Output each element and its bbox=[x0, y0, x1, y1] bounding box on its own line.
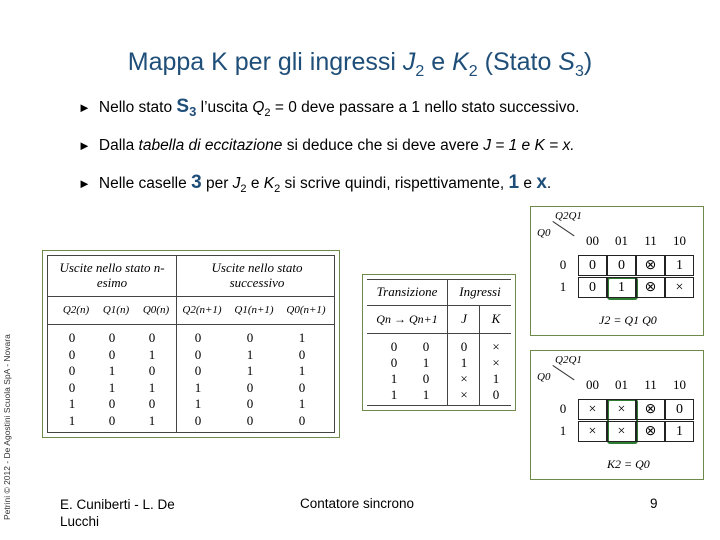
kmap-cell: 1 bbox=[607, 277, 636, 298]
kmap-row-label: 0 bbox=[559, 401, 567, 416]
kmap-row-label: 1 bbox=[559, 279, 567, 294]
truth-table-cell: 1 bbox=[108, 363, 116, 378]
kmap-column-label: 11 bbox=[644, 233, 657, 248]
truth-table-cell: 0 bbox=[108, 412, 116, 428]
bullet-2: ► Dalla tabella di eccitazione si deduce che si deve avere J = 1 e K = x. bbox=[78, 137, 575, 154]
truth-table-cell: 1 bbox=[68, 412, 76, 428]
truth-table-cell: 0 bbox=[246, 396, 254, 411]
excitation-cell: × bbox=[460, 387, 468, 402]
excitation-cell: × bbox=[492, 355, 500, 370]
kmap-cell: ⊗ bbox=[636, 421, 665, 442]
excitation-cell: 1 bbox=[422, 355, 430, 370]
kmap-cell: × bbox=[578, 421, 607, 442]
footer-topic: Contatore sincrono bbox=[300, 496, 415, 511]
truth-table-column-header: Q0(n) bbox=[142, 304, 170, 316]
truth-table-cell: 0 bbox=[68, 330, 76, 345]
excitation-cell: × bbox=[460, 371, 468, 386]
truth-table-cell: 0 bbox=[246, 412, 254, 428]
excitation-cell: 0 bbox=[390, 355, 398, 370]
karnaugh-map-k2 bbox=[530, 350, 704, 480]
truth-table-cell: 0 bbox=[108, 346, 116, 362]
truth-table-cell: 0 bbox=[194, 363, 202, 378]
excitation-header-inputs: Ingressi bbox=[459, 284, 501, 299]
side-credit: Petrini © 2012 - De Agostini Scuola SpA - Novara bbox=[2, 334, 12, 520]
truth-table-cell: 1 bbox=[108, 379, 116, 395]
truth-table-column-header: Q2(n) bbox=[62, 304, 90, 316]
excitation-cell: 1 bbox=[422, 387, 430, 402]
kmap-column-label: 10 bbox=[673, 233, 686, 248]
kmap-cell: ⊗ bbox=[636, 399, 665, 420]
truth-table-column-header: Q1(n+1) bbox=[234, 304, 274, 316]
truth-table-cell: 0 bbox=[108, 330, 116, 345]
truth-table-cell: 1 bbox=[298, 363, 306, 378]
excitation-sub-j: J bbox=[461, 311, 467, 326]
truth-table-cell: 0 bbox=[148, 363, 156, 378]
excitation-cell: 1 bbox=[390, 387, 398, 402]
kmap-row-label: 1 bbox=[559, 423, 567, 438]
kmap-column-label: 01 bbox=[615, 233, 628, 248]
kmap-corner-top: Q2Q1 bbox=[555, 210, 582, 222]
truth-table-cell: 0 bbox=[148, 330, 156, 345]
kmap-cell: × bbox=[665, 277, 694, 298]
truth-table-cell: 1 bbox=[298, 396, 306, 411]
kmap-row-label: 0 bbox=[559, 257, 567, 272]
truth-table-cell: 0 bbox=[298, 346, 306, 362]
kmap-equation: K2 = Q0 bbox=[607, 457, 650, 471]
kmap-cell: × bbox=[578, 399, 607, 420]
triangle-bullet-icon: ► bbox=[78, 100, 91, 115]
excitation-cell: 0 bbox=[390, 339, 398, 354]
kmap-equation: J2 = Q1 Q0 bbox=[599, 313, 657, 327]
kmap-cell: × bbox=[607, 421, 636, 442]
excitation-sub-k: K bbox=[491, 311, 501, 326]
triangle-bullet-icon: ► bbox=[78, 138, 91, 153]
excitation-cell: 0 bbox=[422, 371, 430, 386]
karnaugh-map-j2 bbox=[530, 206, 704, 336]
kmap-corner-left: Q0 bbox=[537, 227, 551, 239]
truth-table-cell: 0 bbox=[108, 396, 116, 411]
truth-table-cell: 1 bbox=[68, 396, 76, 411]
kmap-cell: ⊗ bbox=[636, 277, 665, 298]
kmap-corner-left: Q0 bbox=[537, 371, 551, 383]
truth-table-cell: 1 bbox=[194, 396, 202, 411]
truth-table-cell: 0 bbox=[246, 379, 254, 395]
kmap-cell: 1 bbox=[665, 421, 694, 442]
excitation-cell: × bbox=[492, 339, 500, 354]
kmap-column-label: 00 bbox=[586, 377, 599, 392]
kmap-cell: 0 bbox=[665, 399, 694, 420]
kmap-column-label: 01 bbox=[615, 377, 628, 392]
truth-table-column-header: Q0(n+1) bbox=[286, 304, 326, 316]
truth-table-cell: 1 bbox=[194, 379, 202, 395]
truth-table-cell: 1 bbox=[148, 412, 156, 428]
kmap-cell: ⊗ bbox=[636, 255, 665, 276]
excitation-table bbox=[362, 274, 516, 411]
truth-table-cell: 1 bbox=[298, 330, 306, 345]
truth-table-cell: 0 bbox=[148, 396, 156, 411]
truth-table-column-header: Q2(n+1) bbox=[182, 304, 222, 316]
truth-table-cell: 0 bbox=[194, 330, 202, 345]
truth-table-cell: 1 bbox=[246, 346, 254, 362]
kmap-cell: 0 bbox=[578, 255, 607, 276]
excitation-cell: 0 bbox=[460, 339, 468, 354]
truth-table-header-current: Uscite nello stato n-esimo bbox=[59, 260, 165, 290]
truth-table-column-header: Q1(n) bbox=[102, 304, 130, 316]
kmap-cell: 0 bbox=[607, 255, 636, 276]
kmap-cell: × bbox=[607, 399, 636, 420]
kmap-cell: 0 bbox=[578, 277, 607, 298]
truth-table bbox=[42, 250, 340, 438]
kmap-corner-top: Q2Q1 bbox=[555, 354, 582, 366]
truth-table-cell: 1 bbox=[148, 346, 156, 362]
excitation-cell: 1 bbox=[390, 371, 398, 386]
excitation-cell: 0 bbox=[492, 387, 500, 402]
bullet-3: ► Nelle caselle 3 per $J_2$ e $K_2$ si scrive quindi, rispettivamente, 1 e x. bbox=[78, 172, 552, 196]
triangle-bullet-icon: ► bbox=[78, 176, 91, 191]
excitation-cell: 1 bbox=[460, 355, 468, 370]
truth-table-cell: 0 bbox=[298, 412, 306, 428]
excitation-cell: 0 bbox=[422, 339, 430, 354]
excitation-sub-transition: Qn → Qn+1 bbox=[376, 312, 438, 326]
truth-table-cell: 1 bbox=[148, 379, 156, 395]
excitation-cell: 1 bbox=[492, 371, 500, 386]
truth-table-cell: 0 bbox=[68, 379, 76, 395]
footer-author: E. Cuniberti - L. De Lucchi bbox=[60, 497, 175, 529]
kmap-column-label: 11 bbox=[644, 377, 657, 392]
truth-table-cell: 0 bbox=[194, 412, 202, 428]
page-title: Mappa K per gli ingressi $J_2$ e $K_2$ (Stato $S_3$) bbox=[127, 48, 593, 80]
truth-table-cell: 0 bbox=[246, 330, 254, 345]
excitation-header-transition: Transizione bbox=[376, 284, 438, 299]
truth-table-header-next: Uscite nello stato successivo bbox=[211, 260, 303, 290]
kmap-column-label: 00 bbox=[586, 233, 599, 248]
truth-table-cell: 0 bbox=[194, 346, 202, 362]
footer-page-number: 9 bbox=[650, 496, 658, 511]
truth-table-cell: 0 bbox=[298, 379, 306, 395]
kmap-column-label: 10 bbox=[673, 377, 686, 392]
truth-table-cell: 1 bbox=[246, 363, 254, 378]
truth-table-cell: 0 bbox=[68, 363, 76, 378]
kmap-cell: 1 bbox=[665, 255, 694, 276]
bullet-1: ► Nello stato $S_3$ l’uscita $Q_2 = 0$ deve passare a 1 nello stato successivo. bbox=[78, 96, 580, 120]
truth-table-cell: 0 bbox=[68, 346, 76, 362]
